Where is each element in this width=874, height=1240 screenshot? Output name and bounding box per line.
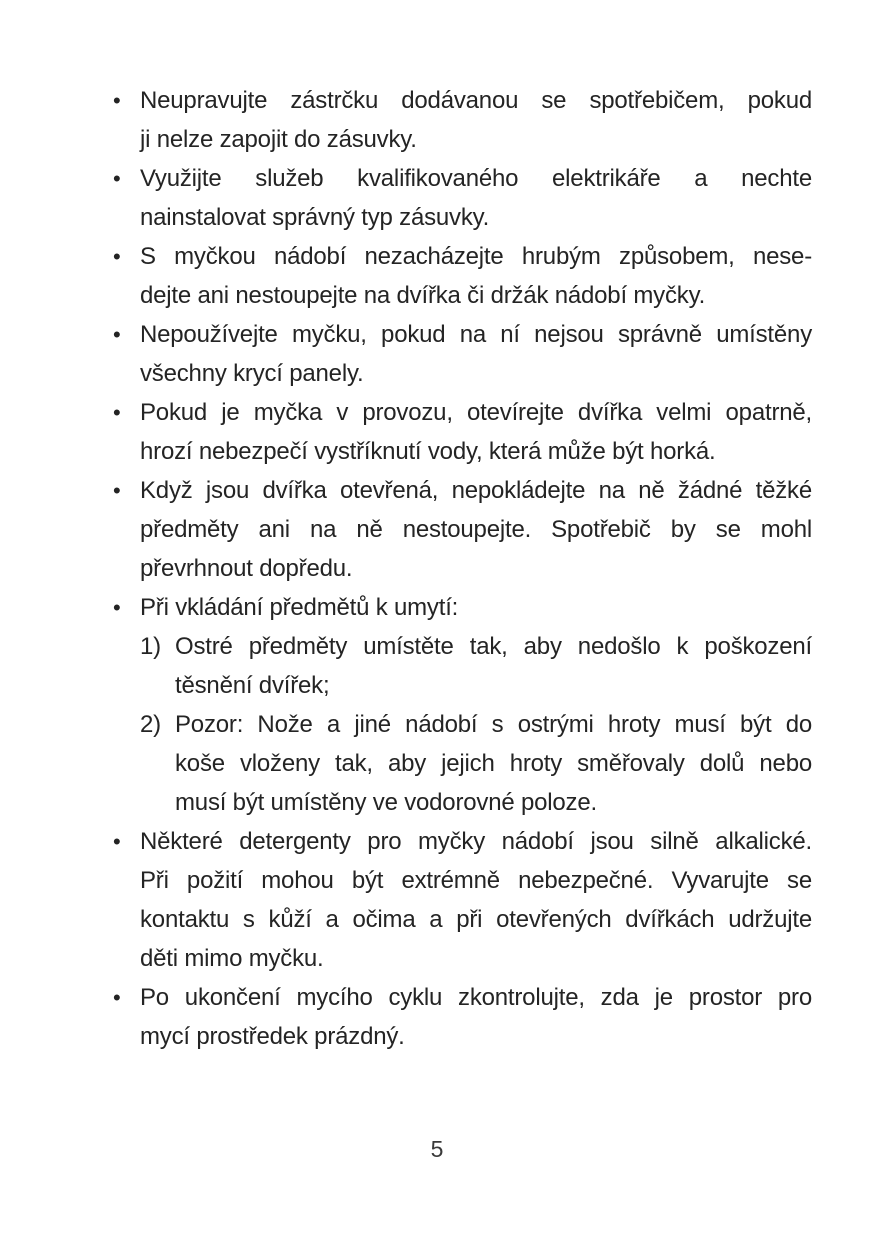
text-line: ji nelze zapojit do zásuvky.: [140, 126, 417, 153]
bullet-icon: •: [113, 166, 121, 191]
text-line: převrhnout dopředu.: [140, 555, 353, 582]
page-number: 5: [430, 1136, 444, 1162]
bullet-icon: •: [113, 595, 121, 620]
text-line: nainstalovat správný typ zásuvky.: [140, 204, 490, 231]
number-marker: 1): [140, 633, 161, 660]
text-line: děti mimo myčku.: [140, 945, 324, 972]
text-line: Ostré předměty umístěte tak, aby nedošlo k poškození: [175, 633, 812, 660]
text-line: musí být umístěny ve vodorovné poloze.: [175, 789, 597, 816]
text-line: kontaktu s kůží a očima a při otevřených dvířkách udržujte: [140, 906, 812, 933]
text-line: Po ukončení mycího cyklu zkontrolujte, zda je prostor pro: [140, 984, 812, 1011]
text-line: Nepoužívejte myčku, pokud na ní nejsou správně umístěny: [140, 321, 812, 348]
text-line: Neupravujte zástrčku dodávanou se spotřebičem, pokud: [140, 87, 812, 114]
list-item: [113, 237, 812, 315]
sub-list-item: [140, 627, 812, 705]
bullet-icon: •: [113, 400, 121, 425]
list-item: [113, 81, 812, 159]
text-line: Při požití mohou být extrémně nebezpečné. Vyvarujte se: [140, 867, 812, 894]
number-marker: 2): [140, 711, 161, 738]
text-line: Při vkládání předmětů k umytí:: [140, 594, 459, 621]
text-line: Pokud je myčka v provozu, otevírejte dvířka velmi opatrně,: [140, 399, 812, 426]
text-line: Některé detergenty pro myčky nádobí jsou silně alkalické.: [140, 828, 812, 855]
bullet-icon: •: [113, 244, 121, 269]
bullet-icon: •: [113, 322, 121, 347]
text-line: předměty ani na ně nestoupejte. Spotřebič by se mohl: [140, 516, 812, 543]
bullet-icon: •: [113, 88, 121, 113]
bullet-icon: •: [113, 829, 121, 854]
text-line: těsnění dvířek;: [175, 672, 330, 699]
bullet-icon: •: [113, 478, 121, 503]
text-line: Využijte služeb kvalifikovaného elektrikáře a nechte: [140, 165, 812, 192]
bullet-icon: •: [113, 985, 121, 1010]
text-line: hrozí nebezpečí vystříknutí vody, která může být horká.: [140, 438, 716, 465]
list-item: [113, 822, 812, 978]
bullet-list: [113, 81, 812, 1056]
list-item: [113, 393, 812, 471]
text-line: dejte ani nestoupejte na dvířka či držák nádobí myčky.: [140, 282, 706, 309]
list-item: [113, 159, 812, 237]
text-line: mycí prostředek prázdný.: [140, 1023, 405, 1050]
text-line: S myčkou nádobí nezacházejte hrubým způsobem, nese-: [140, 243, 812, 270]
list-item: [113, 471, 812, 588]
text-line: koše vloženy tak, aby jejich hroty směřovaly dolů nebo: [175, 750, 812, 777]
list-item: [113, 978, 812, 1056]
text-line: Když jsou dvířka otevřená, nepokládejte na ně žádné těžké: [140, 477, 812, 504]
sub-list-item: [140, 705, 812, 822]
text-line: Pozor: Nože a jiné nádobí s ostrými hroty musí být do: [175, 711, 812, 738]
list-item: [113, 315, 812, 393]
text-line: všechny krycí panely.: [140, 360, 364, 387]
list-item: [113, 588, 812, 822]
